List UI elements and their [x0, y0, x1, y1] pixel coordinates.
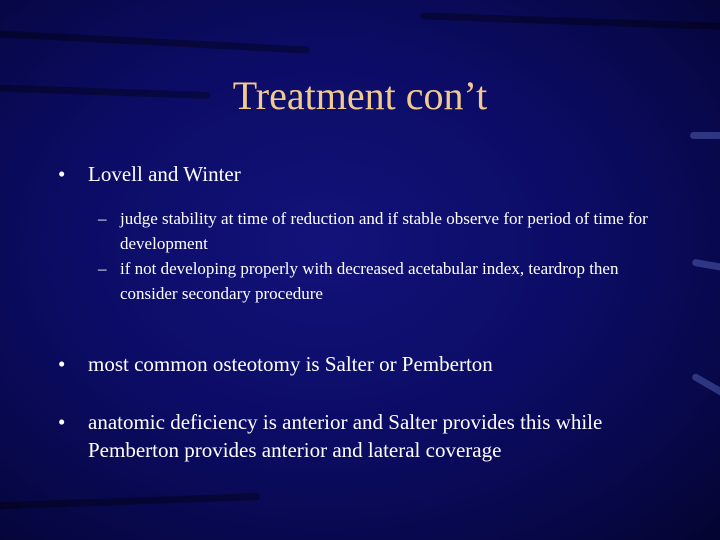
background-streak [0, 493, 260, 510]
background-streak [420, 12, 720, 30]
slide-body [58, 160, 658, 464]
bullet-text: Lovell and Winter [88, 162, 241, 186]
background-streak [690, 132, 720, 139]
sub-bullet-marker: – [98, 259, 107, 278]
background-streak [691, 372, 720, 398]
bullet-item [58, 160, 658, 188]
sub-bullet-text: judge stability at time of reduction and if stable observe for period of time for development [120, 209, 648, 253]
bullet-text: most common osteotomy is Salter or Pemberton [88, 352, 493, 376]
background-streak [692, 259, 720, 273]
sub-bullet-text: if not developing properly with decreased acetabular index, teardrop then consider secondary procedure [120, 259, 619, 303]
slide-title: Treatment con’t [232, 73, 488, 118]
bullet-item [58, 408, 658, 464]
bullet-text: anatomic deficiency is anterior and Salter provides this while Pemberton provides anterior and lateral coverage [88, 410, 603, 462]
sub-bullet-list [98, 206, 658, 306]
sub-bullet-item [98, 256, 658, 306]
background-streak [0, 29, 310, 53]
sub-bullet-item [98, 206, 658, 256]
bullet-item [58, 350, 658, 378]
sub-bullet-marker: – [98, 209, 107, 228]
bullet-marker: • [58, 352, 66, 376]
bullet-marker: • [58, 410, 66, 434]
bullet-marker: • [58, 162, 66, 186]
